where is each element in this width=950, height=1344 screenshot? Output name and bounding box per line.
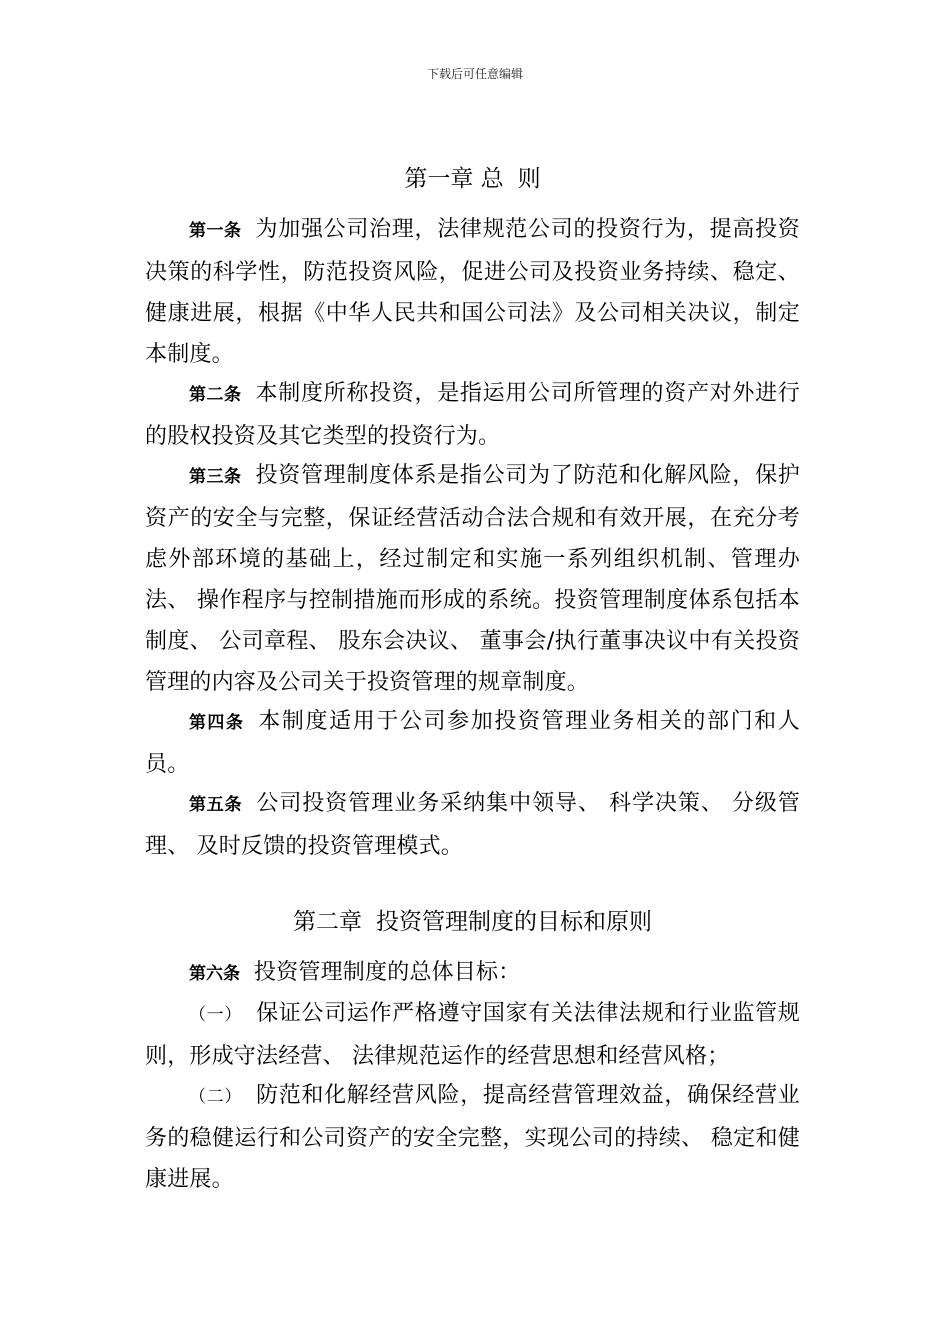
- article-label: 第六条: [189, 964, 240, 984]
- item-2: [145, 1075, 800, 1200]
- article-text: 公司投资管理业务采纳集中领导、 科学决策、 分级管理、 及时反馈的投资管理模式。: [145, 791, 800, 859]
- item-label: （一）: [189, 1005, 243, 1025]
- chapter-1-title: [145, 164, 800, 194]
- chapter-2-title-text: 投资管理制度的目标和原则: [376, 909, 652, 935]
- item-text: 防范和化解经营风险，提高经营管理效益，确保经营业务的稳健运行和公司资产的安全完整，实现公司的持续、 稳定和健康进展。: [145, 1083, 800, 1192]
- article-2: [145, 373, 800, 457]
- article-label: 第四条: [189, 713, 245, 733]
- chapter-1-title-main: 第一章 总: [404, 166, 504, 192]
- item-1: [145, 993, 800, 1077]
- article-label: 第五条: [189, 795, 243, 815]
- article-label: 第二条: [189, 385, 242, 405]
- item-label: （二）: [189, 1087, 243, 1107]
- article-text: 投资管理制度体系是指公司为了防范和化解风险，保护资产的安全与完整，保证经营活动合法合规和有效开展，在充分考虑外部环境的基础上，经过制定和实施一系列组织机制、管理办法、 操作程序与控制措施而形成的系统。投资管理制度体系包括本制度、 公司章程、 股东会决议、 董事会/执行董事决议中有关投资管理的内容及公司关于投资管理的规章制度。: [145, 463, 800, 695]
- article-label: 第三条: [189, 467, 242, 487]
- article-5: [145, 783, 800, 867]
- article-text: 投资管理制度的总体目标：: [254, 960, 521, 985]
- article-text: 本制度适用于公司参加投资管理业务相关的部门和人员。: [145, 709, 800, 777]
- article-4: [145, 701, 800, 785]
- chapter-2-title-number: 第二章: [293, 909, 362, 935]
- article-label: 第一条: [189, 221, 242, 241]
- article-6: [145, 952, 800, 995]
- chapter-1-title-end: 则: [517, 166, 541, 192]
- page-header-note: 下载后可任意编辑: [426, 67, 523, 81]
- article-1: [145, 209, 800, 375]
- article-text: 为加强公司治理，法律规范公司的投资行为，提高投资决策的科学性，防范投资风险，促进公司及投资业务持续、稳定、 健康进展，根据《中华人民共和国公司法》及公司相关决议，制定本制度。: [145, 217, 800, 367]
- article-3: [145, 455, 800, 703]
- article-text: 本制度所称投资，是指运用公司所管理的资产对外进行的股权投资及其它类型的投资行为。: [145, 381, 800, 449]
- item-text: 保证公司运作严格遵守国家有关法律法规和行业监管规则，形成守法经营、 法律规范运作的经营思想和经营风格；: [145, 1001, 800, 1069]
- chapter-2-title: [145, 907, 800, 937]
